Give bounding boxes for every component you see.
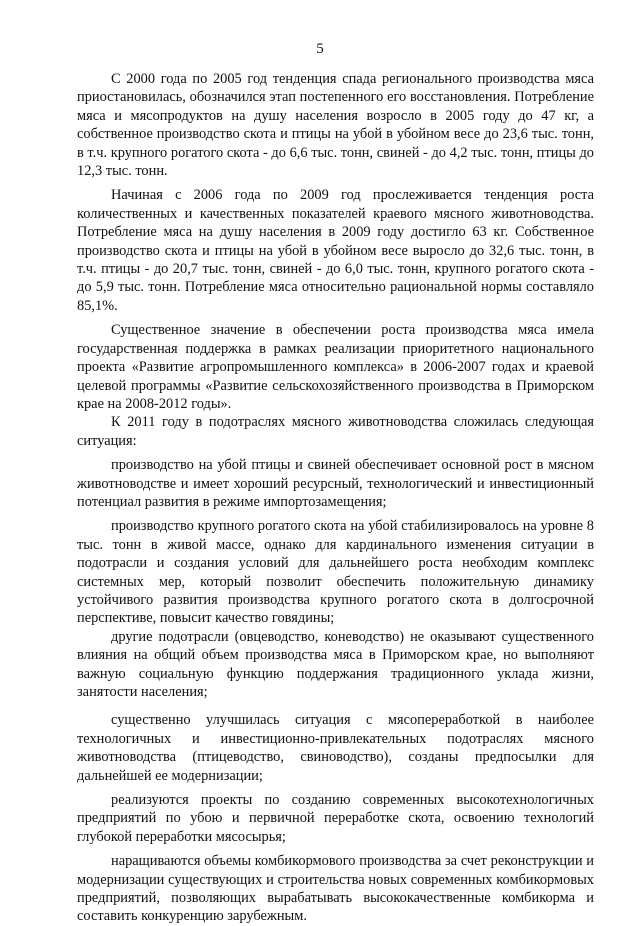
paragraph-production-2000-2005: С 2000 года по 2005 год тенденция спада регионального производства мяса приостановилась, обозначился этап постепенного его восстановления. Потребление мяса и мясопродуктов на душу населения возросло в 2005 году до 47 кг, а собственное производство скота и птицы на убой в убойном весе до 23,6 тыс. тонн, в т.ч. крупного рогатого скота - до 6,6 тыс. тонн, свиней - до 4,2 тыс. тонн, птицы до 12,3 тыс. тонн.: [77, 71, 594, 180]
document-body: [77, 70, 594, 926]
list-item-feed-production: наращиваются объемы комбикормового производства за счет реконструкции и модернизации существующих и строительства новых современных комбикормовых предприятий, позволяющих вырабатывать высококачественные комбикорма и составить конкуренцию зарубежным.: [77, 853, 594, 925]
paragraph-state-support: Существенное значение в обеспечении роста производства мяса имела государственная поддержка в рамках реализации приоритетного национального проекта «Развитие агропромышленного комплекса» в 2006-2007 годах и краевой целевой программы «Развитие сельскохозяйственного производства в Приморском крае на 2008-2012 годы».: [77, 322, 594, 412]
list-item-cattle: производство крупного рогатого скота на убой стабилизировалось на уровне 8 тыс. тонн в живой массе, однако для кардинального изменения ситуации в подотрасли и создания условий для дальнейшего роста необходим комплекс системных мер, который позволит обеспечить положительную динамику устойчивого развития производства крупного рогатого скота в долгосрочной перспективе, повысит качество говядины;: [77, 518, 594, 627]
list-item-meat-processing: существенно улучшилась ситуация с мясопереработкой в наиболее технологичных и инвестиционно-привлекательных подотраслях мясного животноводства (птицеводство, свиноводство), созданы предпосылки для дальнейшей ее модернизации;: [77, 712, 594, 784]
list-item-other-subsectors: другие подотрасли (овцеводство, коневодство) не оказывают существенного влияния на общий объем производства мяса в Приморском крае, но выполняют важную социальную функцию поддержания традиционного уклада жизни, занятости населения;: [77, 628, 594, 700]
list-item-poultry-pigs: производство на убой птицы и свиней обеспечивает основной рост в мясном животноводстве и имеет хороший ресурсный, технологический и инвестиционный потенциал развития в режиме импортозамещения;: [77, 457, 594, 510]
paragraph-growth-2006-2009: Начиная с 2006 года по 2009 год прослеживается тенденция роста количественных и качественных показателей краевого мясного животноводства. Потребление мяса на душу населения в 2009 году достигло 63 кг. Собственное производство скота и птицы на убой в убойном весе выросло до 32,6 тыс. тонн, в т.ч. птицы - до 20,7 тыс. тонн, свиней - до 6,0 тыс. тонн, крупного рогатого скота - до 5,9 тыс. тонн. Потребление мяса относительно рациональной нормы составляло 85,1%.: [77, 187, 594, 314]
paragraph-situation-2011: К 2011 году в подотраслях мясного животноводства сложилась следующая ситуация:: [77, 414, 594, 449]
list-item-processing-projects: реализуются проекты по созданию современных высокотехнологичных предприятий по убою и первичной переработке скота, освоению технологий глубокой переработки мясосырья;: [77, 792, 594, 845]
page-number: 5: [316, 41, 324, 57]
